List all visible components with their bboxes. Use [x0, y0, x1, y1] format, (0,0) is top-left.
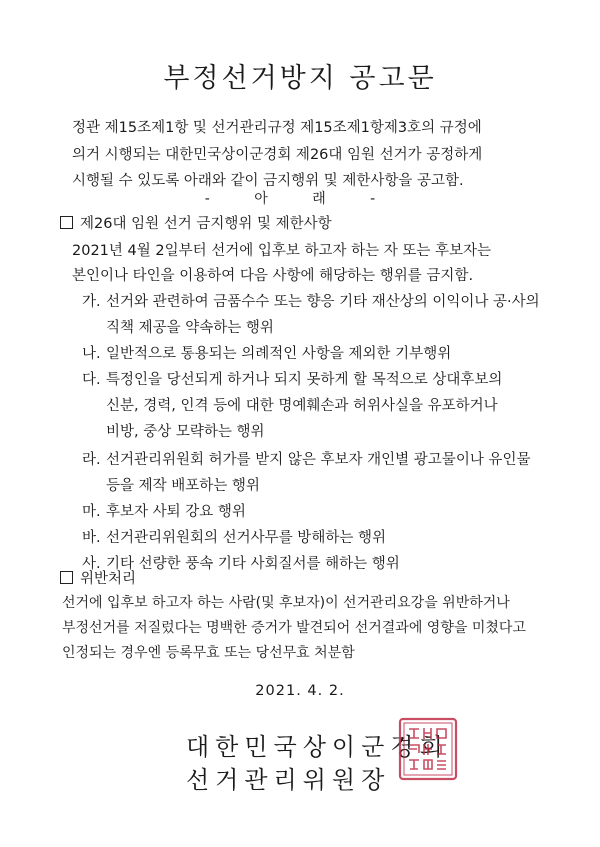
item-text: 특정인을 당선되게 하거나 되지 못하게 할 목적으로 상대후보의 — [106, 372, 503, 388]
date: 2021. 4. 2. — [255, 683, 345, 699]
item-mark: 마. — [82, 504, 101, 520]
item-text: 일반적으로 통용되는 의례적인 사항을 제외한 기부행위 — [106, 346, 452, 362]
section2-body-line-2: 부정선거를 저질렀다는 명백한 증거가 발견되어 선거결과에 영향을 미쳤다고 — [62, 620, 526, 636]
item-text: 후보자 사퇴 강요 행위 — [106, 504, 246, 520]
section2-heading — [60, 567, 136, 588]
org-title: 선거관리위원장 — [186, 766, 391, 794]
list-item — [82, 448, 530, 469]
official-seal-icon — [397, 716, 459, 782]
section2-body-line-3: 인정되는 경우엔 등록무효 또는 당선무효 처분함 — [62, 645, 355, 661]
checkbox-icon — [60, 216, 73, 229]
intro-line-3: 시행될 수 있도록 아래와 같이 금지행위 및 제한사항을 공고함. — [72, 173, 464, 189]
section1-heading-text: 제26대 임원 선거 금지행위 및 제한사항 — [80, 216, 332, 232]
item-mark: 나. — [82, 346, 101, 362]
list-item — [82, 500, 246, 521]
checkbox-icon — [60, 571, 73, 584]
page-title: 부정선거방지 공고문 — [163, 63, 437, 94]
list-item — [82, 368, 502, 389]
item-continuation: 비방, 중상 모략하는 행위 — [106, 424, 265, 440]
list-item — [82, 290, 540, 311]
org-name: 대한민국상이군경회 — [186, 733, 449, 761]
section2-body-line-1: 선거에 입후보 하고자 하는 사람(및 후보자)이 선거관리요강을 위반하거나 — [62, 595, 510, 611]
section1-body-line-2: 본인이나 타인을 이용하여 다음 사항에 해당하는 행위를 금지함. — [72, 268, 474, 284]
item-mark: 바. — [82, 530, 101, 546]
intro-line-2: 의거 시행되는 대한민국상이군경회 제26대 임원 선거가 공정하게 — [72, 147, 483, 163]
item-text: 선거관리위원회의 선거사무를 방해하는 행위 — [106, 530, 386, 546]
item-text: 선거와 관련하여 금품수수 또는 향응 기타 재산상의 이익이나 공·사의 — [106, 294, 540, 310]
list-item — [82, 526, 386, 547]
item-continuation: 등을 제작 배포하는 행위 — [106, 478, 260, 494]
section2-heading-text: 위반처리 — [80, 571, 137, 587]
intro-line-1: 정관 제15조제1항 및 선거관리규정 제15조제1항제3호의 규정에 — [72, 120, 482, 136]
item-mark: 가. — [82, 294, 101, 310]
item-continuation: 신분, 경력, 인격 등에 대한 명예훼손과 허위사실을 유포하거나 — [106, 398, 498, 414]
item-mark: 라. — [82, 452, 101, 468]
item-text: 기타 선량한 풍속 기타 사회질서를 해하는 행위 — [106, 556, 400, 572]
section1-body-line-1: 2021년 4월 2일부터 선거에 입후보 하고자 하는 자 또는 후보자는 — [72, 243, 491, 259]
section1-heading — [60, 212, 332, 233]
are-heading: - 아 래 - — [204, 191, 396, 207]
item-mark: 사. — [82, 556, 101, 572]
item-mark: 다. — [82, 372, 101, 388]
list-item — [82, 342, 451, 363]
item-continuation: 직책 제공을 약속하는 행위 — [106, 320, 274, 336]
item-text: 선거관리위원회 허가를 받지 않은 후보자 개인별 광고물이나 유인물 — [106, 452, 531, 468]
